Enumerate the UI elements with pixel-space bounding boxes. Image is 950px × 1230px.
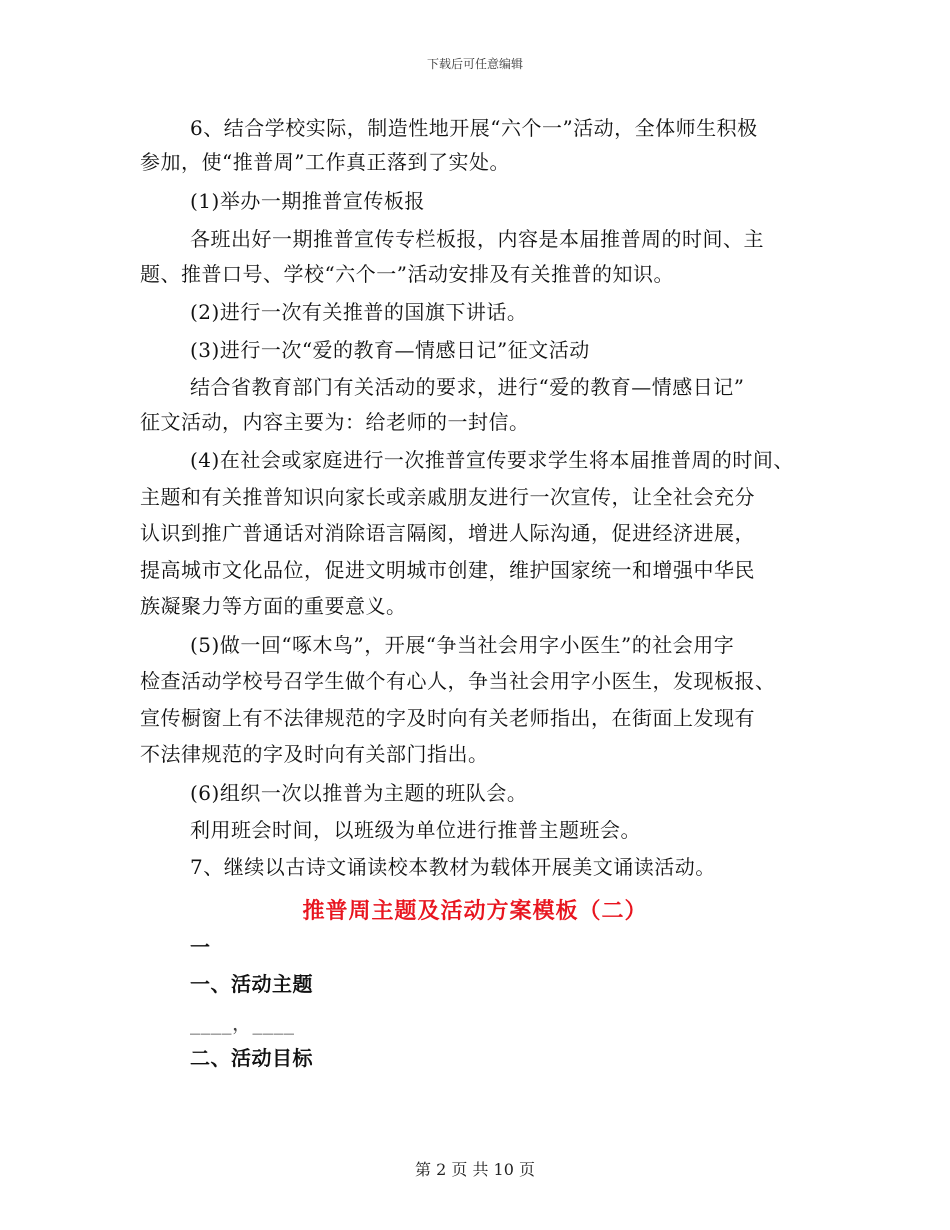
section-line: 一 xyxy=(190,935,211,959)
heading-activity-goal: 二、活动目标 xyxy=(190,1046,313,1070)
paragraph-line: 参加，使“推普周”工作真正落到了实处。 xyxy=(140,150,510,174)
paragraph-line: 7、继续以古诗文诵读校本教材为载体开展美文诵读活动。 xyxy=(190,855,716,879)
heading-activity-theme: 一、活动主题 xyxy=(190,972,313,996)
paragraph-line: 题、推普口号、学校“六个一”活动安排及有关推普的知识。 xyxy=(140,262,674,286)
paragraph-line: 宣传橱窗上有不法律规范的字及时向有关老师指出，在街面上发现有 xyxy=(140,706,755,730)
paragraph-line: (6)组织一次以推普为主题的班队会。 xyxy=(190,781,528,805)
paragraph-line: 认识到推广普通话对消除语言隔阂，增进人际沟通，促进经济进展， xyxy=(140,521,755,545)
paragraph-line: 利用班会时间，以班级为单位进行推普主题班会。 xyxy=(190,818,641,842)
paragraph-line: 提高城市文化品位，促进文明城市创建，维护国家统一和增强中华民 xyxy=(140,558,755,582)
paragraph-line: 族凝聚力等方面的重要意义。 xyxy=(140,594,407,618)
paragraph-line: 不法律规范的字及时向有关部门指出。 xyxy=(140,742,489,766)
paragraph-line: (5)做一回“啄木鸟”，开展“争当社会用字小医生”的社会用字 xyxy=(190,633,735,657)
paragraph-line: 主题和有关推普知识向家长或亲戚朋友进行一次宣传，让全社会充分 xyxy=(140,485,755,509)
header-note: 下载后可任意编辑 xyxy=(426,57,523,71)
paragraph-line: (1)举办一期推普宣传板报 xyxy=(190,189,425,213)
paragraph-line: (4)在社会或家庭进行一次推普宣传要求学生将本届推普周的时间、 xyxy=(190,448,794,472)
paragraph-line: (2)进行一次有关推普的国旗下讲话。 xyxy=(190,300,528,324)
paragraph-line: 结合省教育部门有关活动的要求，进行“爱的教育—情感日记” xyxy=(190,375,745,399)
paragraph-line: 6、结合学校实际，制造性地开展“六个一”活动，全体师生积极 xyxy=(190,116,758,140)
paragraph-line: 征文活动，内容主要为：给老师的一封信。 xyxy=(140,410,530,434)
blank-fill-line: ____，____ xyxy=(190,1011,295,1035)
paragraph-line: 检查活动学校号召学生做个有心人，争当社会用字小医生，发现板报、 xyxy=(140,669,776,693)
section-title: 推普周主题及活动方案模板（二） xyxy=(302,898,648,924)
paragraph-line: (3)进行一次“爱的教育—情感日记”征文活动 xyxy=(190,338,590,362)
paragraph-line: 各班出好一期推普宣传专栏板报，内容是本届推普周的时间、主 xyxy=(190,227,764,251)
page-number: 第 2 页 共 10 页 xyxy=(415,1160,535,1179)
